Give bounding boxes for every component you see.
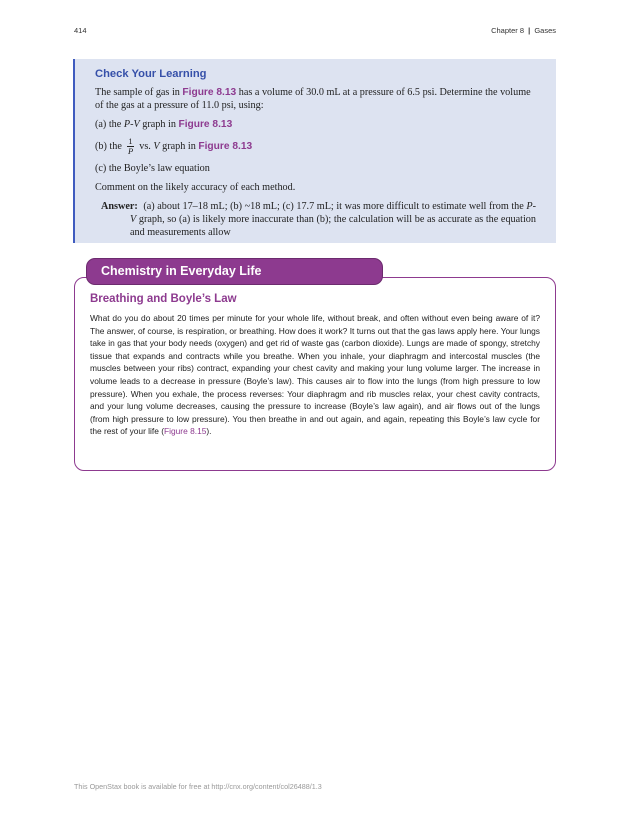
figure-link[interactable]: Figure 8.15	[164, 426, 207, 437]
footer-note: This OpenStax book is available for free at http://cnx.org/content/col26488/1.3	[74, 782, 322, 791]
header-separator: |	[528, 26, 531, 35]
fraction-one-over-p: $\frac{1}{P}$	[127, 136, 134, 156]
check-your-learning-title: Check Your Learning	[95, 68, 207, 80]
section-label: Gases	[534, 26, 556, 35]
cyl-intro: The sample of gas in Figure 8.13 has a volume of 30.0 mL at a pressure of 6.5 psi. Determine the volume of the gas at a pressure of 11.0 psi, using:	[95, 87, 531, 111]
cyl-item-c: (c) the Boyle’s law equation	[95, 163, 210, 174]
page-number: 414	[74, 26, 87, 35]
cyl-comment: Comment on the likely accuracy of each method.	[95, 182, 296, 193]
running-header	[491, 26, 556, 35]
chemistry-everyday-content	[90, 293, 540, 438]
feature-subtitle: Breathing and Boyle’s Law	[90, 293, 237, 305]
chemistry-everyday-tab: Chemistry in Everyday Life	[86, 258, 383, 285]
check-your-learning-box	[73, 59, 556, 243]
figure-link[interactable]: Figure 8.13	[182, 87, 237, 98]
cyl-item-a: (a) the P-V graph in Figure 8.13	[95, 119, 233, 130]
feature-body: What do you do about 20 times per minute for your whole life, without break, and often without even being aware of it? The answer, of course, is respiration, or breathing. How does it work? It turns out that the gas laws apply here. Your lungs take in gas that your body needs (oxygen) and get rid of waste gas (carbon dioxide). Lungs are made of spongy, stretchy tissue that expands and contracts while you breathe. When you inhale, your diaphragm and intercostal muscles (the muscles between your ribs) contract, expanding your chest cavity and making your lung volume larger. The increase in volume leads to a decrease in pressure (Boyle’s law). This causes air to flow into the lungs (from high pressure to low pressure). When you exhale, the process reverses: Your diaphragm and rib muscles relax, your chest cavity contracts, and your lung volume decreases, causing the pressure to increase (Boyle’s law again), and air flows out of the lungs (from high pressure to low pressure). You then breathe in and out again, and again, repeating this Boyle’s law cycle for the rest of your life (Figure 8.15).	[90, 313, 540, 437]
chapter-label: Chapter 8	[491, 26, 525, 35]
cyl-answer: Answer: (a) about 17–18 mL; (b) ~18 mL; (c) 17.7 mL; it was more difficult to estimate well from the P-V graph, so (a) is likely more inaccurate than (b); the calculation will be as accurate as the equation and measurements allow	[101, 201, 537, 238]
cyl-item-b: (b) the $\frac{1}{P}$ vs. V graph in Figure 8.13	[95, 136, 253, 156]
figure-link[interactable]: Figure 8.13	[198, 140, 253, 152]
answer-label: Answer:	[101, 201, 138, 212]
figure-link[interactable]: Figure 8.13	[178, 119, 233, 130]
